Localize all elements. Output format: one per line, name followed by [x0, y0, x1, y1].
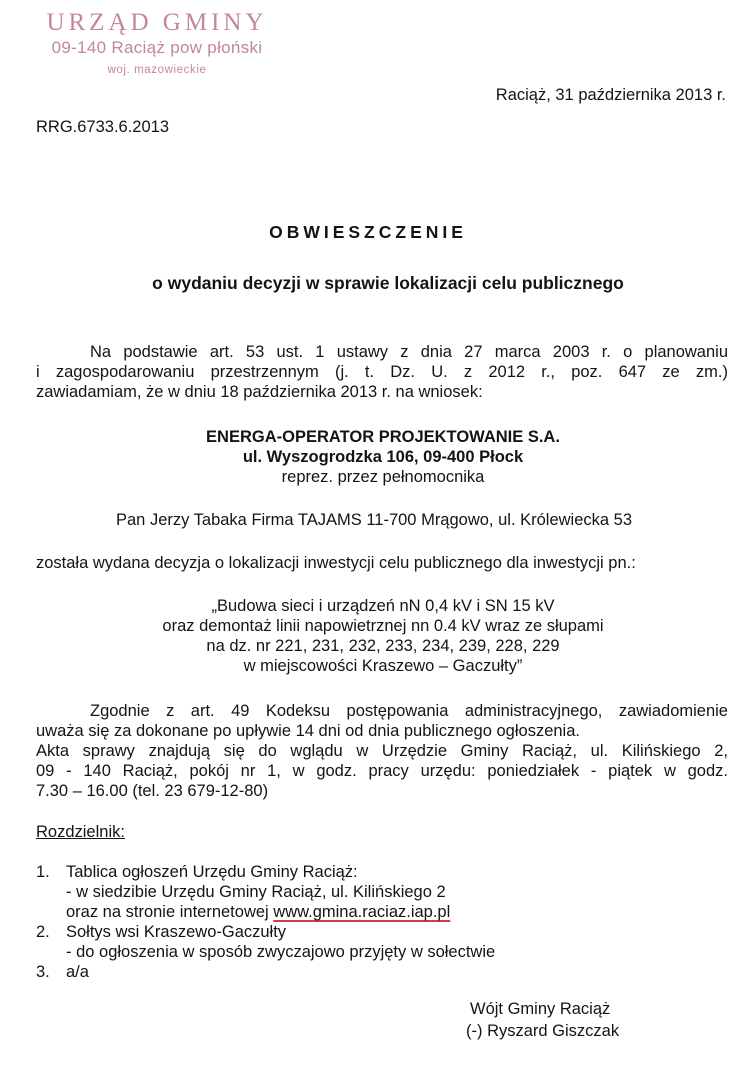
- document-title: OBWIESZCZENIE: [269, 222, 467, 242]
- files-line: 09 - 140 Raciąż, pokój nr 1, w godz. pracy urzędu: poniedziałek - piątek w godz.: [36, 762, 728, 780]
- stamp-office-name: URZĄD GMINY: [46, 9, 268, 36]
- document-subtitle: o wydaniu decyzji w sprawie lokalizacji celu publicznego: [152, 273, 624, 293]
- stamp-region-line: woj. mazowieckie: [107, 64, 207, 76]
- office-stamp: [22, 8, 292, 78]
- list-item-number: 3.: [36, 963, 50, 981]
- notice-paragraph: [36, 701, 728, 801]
- applicant-block: [0, 427, 736, 487]
- list-item-sub: - do ogłoszenia w sposób zwyczajowo przyjęty w sołectwie: [66, 943, 496, 961]
- intro-line: zawiadamiam, że w dniu 18 października 2013 r. na wniosek:: [36, 383, 483, 401]
- investment-block: [0, 596, 736, 676]
- investment-line: oraz demontaż linii napowietrznej nn 0.4 kV wraz ze słupami: [162, 617, 604, 635]
- signature-title: Wójt Gminy Raciąż: [470, 1000, 611, 1018]
- distribution-label: Rozdzielnik:: [36, 823, 125, 841]
- website-prefix: oraz na stronie internetowej: [66, 903, 274, 921]
- list-item-text: Sołtys wsi Kraszewo-Gaczułty: [66, 923, 287, 941]
- intro-line: Na podstawie art. 53 ust. 1 ustawy z dnia 27 marca 2003 r. o planowaniu: [90, 343, 728, 361]
- investment-line: na dz. nr 221, 231, 232, 233, 234, 239, 228, 229: [206, 637, 560, 655]
- intro-line: i zagospodarowaniu przestrzennym (j. t. Dz. U. z 2012 r., poz. 647 ze zm.): [36, 363, 728, 381]
- applicant-name: ENERGA-OPERATOR PROJEKTOWANIE S.A.: [206, 428, 560, 446]
- list-item: [36, 922, 636, 942]
- list-item-text: a/a: [66, 963, 89, 981]
- distribution-list: [36, 862, 636, 982]
- decision-text: została wydana decyzja o lokalizacji inwestycji celu publicznego dla inwestycji pn.:: [36, 554, 636, 572]
- signature-block: [466, 999, 619, 1041]
- notice-line: Zgodnie z art. 49 Kodeksu postępowania administracyjnego, zawiadomienie: [90, 702, 728, 720]
- notice-line: uważa się za dokonane po upływie 14 dni od dnia publicznego ogłoszenia.: [36, 722, 580, 740]
- intro-paragraph: [36, 342, 728, 402]
- list-item-sub: [36, 902, 636, 922]
- place-and-date: Raciąż, 31 października 2013 r.: [495, 86, 726, 104]
- list-item-sub: - w siedzibie Urzędu Gminy Raciąż, ul. Kilińskiego 2: [66, 883, 446, 901]
- list-item-number: 1.: [36, 863, 50, 881]
- reference-number: RRG.6733.6.2013: [36, 118, 170, 136]
- attorney-line: Pan Jerzy Tabaka Firma TAJAMS 11-700 Mrągowo, ul. Królewiecka 53: [116, 511, 633, 529]
- applicant-address: ul. Wyszogrodzka 106, 09-400 Płock: [242, 448, 524, 466]
- applicant-representation: reprez. przez pełnomocnika: [281, 468, 485, 486]
- decision-line: [36, 553, 728, 573]
- investment-line: „Budowa sieci i urządzeń nN 0,4 kV i SN 15 kV: [211, 597, 555, 615]
- investment-line: w miejscowości Kraszewo – Gaczułty”: [243, 657, 523, 675]
- list-item-number: 2.: [36, 923, 50, 941]
- list-item-text: Tablica ogłoszeń Urzędu Gminy Raciąż:: [66, 863, 358, 881]
- website-link[interactable]: www.gmina.raciaz.iap.pl: [273, 903, 451, 921]
- list-item: [36, 962, 636, 982]
- signature-name: (-) Ryszard Giszczak: [466, 1022, 620, 1040]
- list-item: [36, 862, 636, 882]
- stamp-postal-line: 09-140 Raciąż pow płoński: [51, 38, 263, 57]
- files-line: 7.30 – 16.00 (tel. 23 679-12-80): [36, 782, 269, 800]
- files-line: Akta sprawy znajdują się do wglądu w Urzędzie Gminy Raciąż, ul. Kilińskiego 2,: [36, 742, 728, 760]
